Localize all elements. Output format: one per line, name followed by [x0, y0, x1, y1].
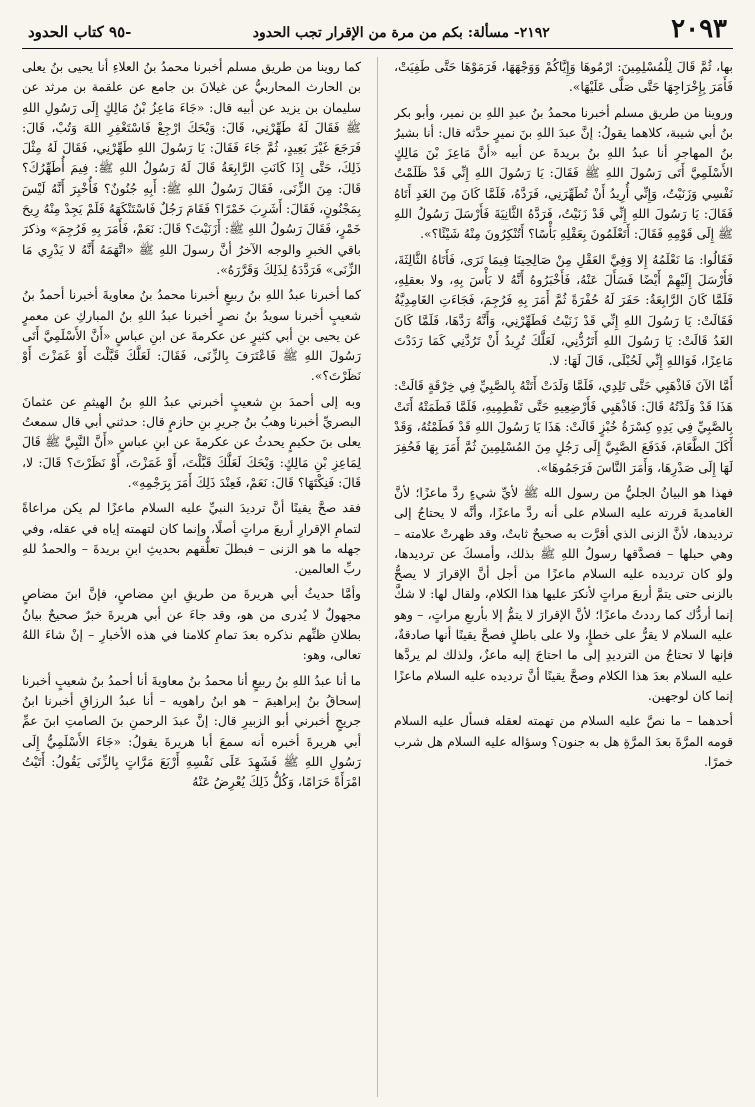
text-columns [22, 57, 733, 1097]
column-divider [377, 57, 378, 1097]
paragraph: أحدهما – ما نصَّ عليه السلام من تهمته لعقله فسأل عليه السلام قومه المرَّةَ بعدَ المرَّةِ هل به جنون؟ وسؤاله عليه السلام هل شرب خمرًا. [393, 713, 733, 769]
paragraph: أَمَّا الآنَ فَاذْهَبِي حَتَّى تَلِدِي، فَلَمَّا وَلَدَتْ أَتَتْهُ بِالصَّبِيِّ فِي خِرْقَةٍ قَالَتْ: هَذَا قَدْ وَلَدْتُهُ قَالَ: فَاذْهَبِي فَأَرْضِعِيهِ حَتَّى تَفْطِمِيهِ، فَلَمَّا فَطَمَتْهُ أَتَتْ بِالصَّبِيِّ فِي يَدِهِ كِسْرَةُ خُبْزٍ قَالَتْ: هَذَا يَا رَسُولَ اللهِ قَدْ فَطَمْتُهُ، وَقَدْ أَكَلَ الطَّعَامَ، فَدَفَعَ الصَّبِيَّ إِلَى رَجُلٍ مِنَ المُسْلِمِينَ ثُمَّ أَمَرَ بِهَا فَحُفِرَ لَهَا إِلَى صَدْرِهَا، وَأَمَرَ النَّاسَ فَرَجَمُوهَا». [393, 378, 733, 475]
running-title: ٢١٩٢- مسألة: بكم من مرة من الإقرار تجب الحدود [252, 25, 550, 41]
page-header [22, 14, 733, 49]
left-column [22, 57, 361, 1097]
paragraph: بها، ثُمَّ قَالَ لِلْمُسْلِمِينَ: ارْمُوهَا وَإِيَّاكُمْ وَوَجْهَهَا، فَرَمَوْهَا حَتَّى طَفِيَتْ، فَأَمَرَ بِإِخْرَاجِهَا حَتَّى صَلَّى عَلَيْهَا». [393, 59, 733, 95]
paragraph: وأمَّا حديثُ أبي هريرةَ من طريقِ ابنِ مضاصٍ، فإنَّ ابنَ مضاصٍ مجهولٌ لا يُدرى من هو، وقد جاءَ عن أبي هريرةَ خبرٌ صحيحٌ بيانُ بطلانِ ظنِّهم نذكره بعدَ تمامِ كلامنا في هذه الأخبارِ – إنْ شاءَ اللهُ تعالى، وهو: [22, 586, 362, 663]
paragraph: وروينا من طريق مسلم أخبرنا محمدُ بنُ عبدِ اللهِ بن نمير، وأبو بكر بنُ أبي شيبة، كلاهما يقولُ: إنَّ عبدَ اللهِ بنَ نميرٍ حدَّثه قال: أنا بشيرُ بنُ المهاجرِ أنا عبدُ اللهِ بنُ بريدةَ عن أبيه «أنَّ مَاعِزَ بْنَ مَالِكٍ الأَسْلَمِيَّ أَتَى رَسُولَ اللهِ ﷺ فَقَالَ: يَا رَسُولَ اللهِ إِنِّي قَدْ ظَلَمْتُ نَفْسِي وَزَنَيْتُ، وَإِنِّي أُرِيدُ أَنْ تُطَهِّرَنِي، فَرَدَّهُ، فَلَمَّا كَانَ مِنَ الغَدِ أَتَاهُ فَقَالَ: يَا رَسُولَ اللهِ إِنِّي قَدْ زَنَيْتُ، فَرَدَّهُ الثَّانِيَةَ فَأَرْسَلَ رَسُولُ اللهِ ﷺ إِلَى قَوْمِهِ فَقَالَ: أَتَعْلَمُونَ بِعَقْلِهِ بَأْسًا؟ أَتُنْكِرُونَ مِنْهُ شَيْئًا؟». [393, 104, 733, 242]
paragraph: كما روينا من طريق مسلم أخبرنا محمدُ بنُ العلاءِ أنا يحيى بنُ يعلى بن الحارث المحاربيُّ عن غيلانَ بن جامع عن علقمة بن مرثد عن سليمان بن يزيد عن أبيه قال: «جَاءَ مَاعِزُ بْنُ مَالِكٍ إِلَى رَسُولِ اللهِ ﷺ فَقَالَ لَهُ طَهِّرْنِي، قَالَ: وَيْحَكَ ارْجِعْ فَاسْتَغْفِرِ اللهَ وَتُبْ، قَالَ: فَرَجَعَ غَيْرَ بَعِيدٍ، ثُمَّ جَاءَ فَقَالَ: يَا رَسُولَ اللهِ طَهِّرْنِي، فَقَالَ لَهُ مِثْلَ ذَلِكَ، حَتَّى إِذَا كَانَتِ الرَّابِعَةُ قَالَ لَهُ رَسُولُ اللهِ ﷺ: فِيمَ أُطَهِّرُكَ؟ قَالَ: مِنَ الزِّنَى، فَقَالَ رَسُولُ اللهِ ﷺ: أَبِهِ جُنُونٌ؟ فَأُخْبِرَ أَنَّهُ لَيْسَ بِمَجْنُونٍ، فَقَالَ: أَشَرِبَ خَمْرًا؟ فَقَامَ رَجُلٌ فَاسْتَنْكَهَهُ فَلَمْ يَجِدْ مِنْهُ رِيحَ خَمْرٍ، فَقَالَ رَسُولُ اللهِ ﷺ: أَزَنَيْتَ؟ قَالَ: نَعَمْ، فَأَمَرَ بِهِ فَرُجِمَ» وذكرَ باقي الخبرِ والوجه الآخرُ أنَّ رسولَ اللهِ ﷺ «اتَّهَمَهُ أَنَّهُ لا يَدْرِي مَا الزِّنَى» فَرَدَّدَهُ لِذَلِكَ وَقَرَّرَهُ». [22, 59, 362, 277]
paragraph: فقد صحَّ يقينًا أنَّ ترديدَ النبيِّ عليه السلام ماعزًا لم يكن مراعاةً لتمامِ الإقرارِ أربعَ مراتٍ أصلًا، وإنما كان لتهمته إياه في عقله، وفي جهله ما هو الزنى – فبطلَ تعلُّقهم بحديثِ ابنِ بريدةَ – والحمدُ للهِ ربِّ العالمين. [22, 500, 362, 577]
paragraph: كما أخبرنا عبدُ اللهِ بنُ ربيعٍ أخبرنا محمدُ بنُ معاويةَ أخبرنا أحمدُ بنُ شعيبٍ أخبرنا سويدُ بنُ نصرٍ أخبرنا عبدُ اللهِ بنُ المباركِ عن معمرٍ عن يحيى بنِ أبي كثيرٍ عن عكرمةَ عن ابنِ عباسٍ «أَنَّ الأَسْلَمِيَّ أَتَى رَسُولَ اللهِ ﷺ فَاعْتَرَفَ بِالزِّنَى، فَقَالَ: لَعَلَّكَ قَبَّلْتَ أَوْ غَمَزْتَ أَوْ نَظَرْتَ؟». [22, 287, 362, 384]
paragraph: فَقَالُوا: مَا نَعْلَمُهُ إِلا وَفِيَّ العَقْلِ مِنْ صَالِحِينَا فِيمَا نَرَى، فَأَتَاهُ الثَّالِثَةَ، فَأَرْسَلَ إِلَيْهِمْ أَيْضًا فَسَأَلَ عَنْهُ، فَأَخْبَرُوهُ أَنَّهُ لا بَأْسَ بِهِ، ولا بعقلِهِ، فَلَمَّا كَانَ الرَّابِعَةُ: حَفَرَ لَهُ حُفْرَةً ثُمَّ أَمَرَ بِهِ فَرُجِمَ، فَجَاءَتِ الغَامِدِيَّةُ فَقَالَتْ: يَا رَسُولَ اللهِ إِنِّي قَدْ زَنَيْتُ فَطَهِّرْنِي، وَأَنَّهُ رَدَّهَا، فَلَمَّا كَانَ الغَدُ قَالَتْ: يَا رَسُولَ اللهِ أَتَرُدُّنِي، لَعَلَّكَ تُرِيدُ أَنْ تَرُدَّنِي كَمَا رَدَدْتَ مَاعِزًا، فَوَاللهِ إِنِّي لَحُبْلَى، قَالَ لَهَا: لا. [393, 251, 733, 369]
page-number: ٢٠٩٣ [671, 14, 727, 44]
paragraph: وبه إلى أحمدَ بنِ شعيبٍ أخبرني عبدُ اللهِ بنُ الهيثمِ عن عثمانَ البصريِّ أخبرنا وهبُ بنُ جريرِ بنِ حازمٍ قال: حدثني أبي قال سمعتُ يعلى بنَ حكيمٍ يحدثُ عن عكرمةَ عن ابنِ عباسٍ «أَنَّ النَّبِيَّ ﷺ قَالَ لِمَاعِزِ بْنِ مَالِكٍ: وَيْحَكَ لَعَلَّكَ قَبَّلْتَ، أَوْ غَمَزْتَ، أَوْ نَظَرْتَ؟ قَالَ: لا، قَالَ: فَنِكْتَهَا؟ قَالَ: نَعَمْ، فَعِنْدَ ذَلِكَ أَمَرَ بِرَجْمِهِ». [22, 393, 362, 490]
book-title: -٩٥ كتاب الحدود [28, 23, 132, 41]
paragraph: فهذا هو البيانُ الجليُّ من رسول الله ﷺ لأيِّ شيءٍ ردَّ ماعزًا؛ لأنَّ الغامديةَ قررته عليه السلام على أنه ردَّ ماعزًا، وأنَّه لا يحتاجُ إلى ترديدها، لأنَّ الزنى الذي أقرَّت به صحيحٌ ثابتٌ، وقد ظهرتْ علامته – وهي حبلها – فصدَّقها رسولُ اللهِ ﷺ بذلك، وأمسكَ عن ترديدها، ولو كان ترديده عليه السلام ماعزًا من أجل أنَّ الإقرارَ لا يصحُّ بالزنى حتى يتمَّ أربعَ مراتٍ لأنكرَ عليها هذا الكلام، ولقال لها: لا شكَّ إنما أردُّك كما رددتُ ماعزًا؛ لأنَّ الإقرارَ لا يتمُّ إلا بأربعِ مراتٍ، – وهو عليه السلام لا يقرُّ على خطإٍ، ولا على باطلٍ فصحَّ يقينًا أنها صادقةٌ، فإنها لا تحتاجُ من الترديدِ إلى ما احتاجَ إليه ماعزٌ، ولذلك لم يردَّها عليه السلام بعدَ هذا الكلام وصحَّ يقينًا أنَّ ترديده عليه السلام ماعزًا إنما كان لوجهين. [393, 484, 733, 703]
paragraph: ما أنا عبدُ اللهِ بنُ ربيعٍ أنا محمدُ بنُ معاويةَ أنا أحمدُ بنُ شعيبٍ أخبرنا إسحاقُ بنُ إبراهيمَ – هو ابنُ راهويه – أنا عبدُ الرزاقِ أخبرنا ابنُ جريجٍ أخبرني أبو الزبيرِ قال: إنَّ عبدَ الرحمنِ بنَ الصامتِ ابنَ عمِّ أبي هريرةَ أخبره أنه سمعَ أبا هريرةَ يقولُ: «جَاءَ الأَسْلَمِيُّ إِلَى رَسُولِ اللهِ ﷺ فَشَهِدَ عَلَى نَفْسِهِ أَرْبَعَ مَرَّاتٍ بِالزِّنَى يَقُولُ: أَتَيْتُ امْرَأَةً حَرَامًا، وَكُلُّ ذَلِكَ يُعْرِضُ عَنْهُ [22, 672, 362, 790]
right-column [394, 57, 733, 1097]
